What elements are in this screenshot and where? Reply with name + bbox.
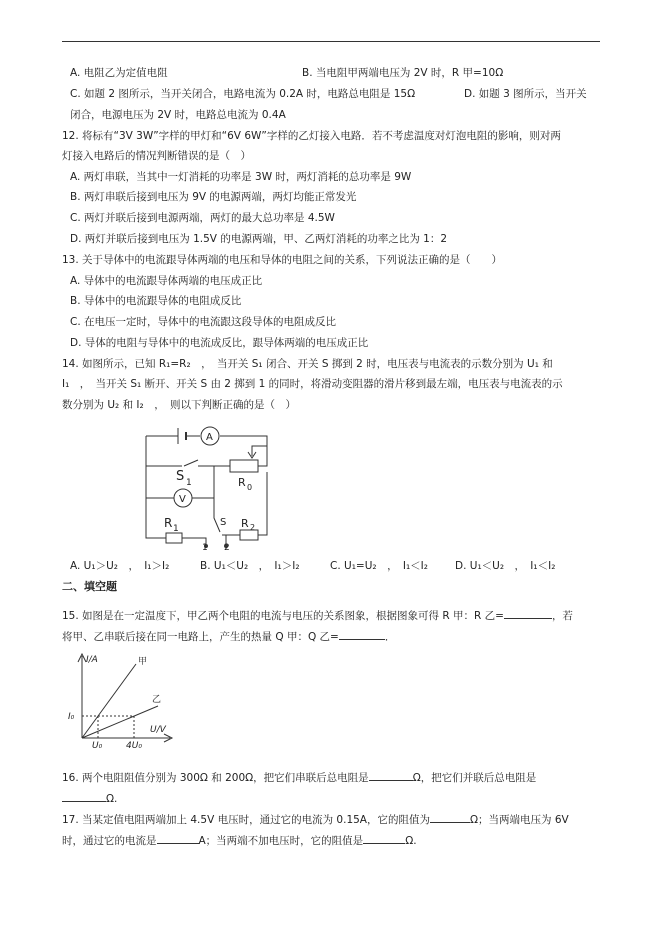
q11-option-b: B. 当电阻甲两端电压为 2V 时，R 甲=10Ω (302, 67, 504, 79)
r2-label: R (241, 517, 249, 530)
u0-label: U₀ (92, 741, 103, 750)
resistor-r2 (240, 530, 258, 540)
i0-label: I₀ (68, 712, 75, 722)
r2-subscript: 2 (250, 523, 256, 532)
q14-option-d: D. U₁＜U₂ ， I₁＜I₂ (455, 560, 556, 572)
terminal-2-label: 2 (224, 543, 230, 552)
q14-stem-line1: 14. 如图所示，已知 R₁=R₂ ， 当开关 S₁ 闭合、开关 S 掷到 2 时，电压表与电流表的示数分别为 U₁ 和 (62, 358, 553, 370)
q15-blank-heat-ratio[interactable] (339, 630, 385, 640)
q17-line1: 17. 当某定值电阻两端加上 4.5V 电压时，通过它的电流为 0.15A，它的阻值为 Ω；当两端电压为 6V (62, 814, 569, 826)
q13-option-c: C. 在电压一定时，导体中的电流跟这段导体的电阻成反比 (70, 316, 337, 328)
s1-label: S (176, 469, 185, 484)
q17-blank-resistance[interactable] (430, 813, 470, 823)
4u0-label: 4U₀ (126, 741, 142, 750)
q12-option-a: A. 两灯串联，当其中一灯消耗的功率是 3W 时，两灯消耗的总功率是 9W (70, 171, 412, 183)
q12-option-d: D. 两灯并联后接到电压为 1.5V 的电源两端，甲、乙两灯消耗的功率之比为 1：2 (70, 233, 448, 245)
terminal-1-label: 1 (202, 543, 208, 552)
y-axis (78, 654, 86, 738)
q14-option-c: C. U₁=U₂ ， I₁＜I₂ (330, 560, 428, 572)
q16-blank-series[interactable] (369, 771, 413, 781)
q17-blank-no-voltage-resistance[interactable] (363, 834, 405, 844)
q11-option-d-line2: 闭合，电源电压为 2V 时，电路总电流为 0.4A (70, 109, 286, 121)
q11-option-d-line1: D. 如题 3 图所示，当开关 (464, 88, 587, 100)
header-rule (62, 41, 600, 42)
q12-option-b: B. 两灯串联后接到电压为 9V 的电源两端，两灯均能正常发光 (70, 191, 357, 203)
q17-blank-current[interactable] (157, 834, 199, 844)
q12-stem-line1: 12. 将标有“3V 3W”字样的甲灯和“6V 6W”字样的乙灯接入电路．若不考虑温度对灯泡电阻的影响，则对两 (62, 130, 561, 142)
x-axis-label: U/V (150, 725, 166, 735)
q12-stem-line2: 灯接入电路后的情况判断错误的是（ ） (62, 150, 251, 162)
yi-label: 乙 (152, 695, 162, 705)
jia-label: 甲 (138, 657, 148, 667)
r0-subscript: 0 (247, 483, 253, 492)
r1-label: R (164, 516, 173, 530)
q13-stem: 13. 关于导体中的电流跟导体两端的电压和导体的电阻之间的关系，下列说法正确的是（ ） (62, 254, 503, 266)
r1-subscript: 1 (173, 524, 179, 534)
q14-stem-line2: I₁ ， 当开关 S₁ 断开、开关 S 由 2 掷到 1 的同时，将滑动变阻器的滑片移到最左端，电压表与电流表的示 (62, 378, 563, 390)
rheostat-r0 (230, 460, 258, 472)
q11-option-c: C. 如题 2 图所示，当开关闭合，电路电流为 0.2A 时，电路总电阻是 15Ω (70, 88, 416, 100)
q16-blank-parallel[interactable] (62, 792, 106, 802)
q13-option-b: B. 导体中的电流跟导体的电阻成反比 (70, 295, 242, 307)
q16-line1: 16. 两个电阻阻值分别为 300Ω 和 200Ω，把它们串联后总电阻是 Ω，把它们并联后总电阻是 (62, 772, 537, 784)
voltmeter-label: V (179, 494, 186, 505)
s1-subscript: 1 (186, 478, 192, 488)
q14-option-b: B. U₁＜U₂ ， I₁＞I₂ (200, 560, 300, 572)
s-label: S (220, 517, 227, 528)
q15-blank-resistance-ratio[interactable] (504, 609, 552, 619)
q13-option-a: A. 导体中的电流跟导体两端的电压成正比 (70, 275, 263, 287)
ammeter-label: A (206, 432, 213, 443)
q17-line2: 时，通过它的电流是 A；当两端不加电压时，它的阻值是 Ω. (62, 835, 417, 847)
r0-label: R (238, 476, 246, 489)
q16-line2: Ω. (62, 792, 117, 806)
q11-option-a: A. 电阻乙为定值电阻 (70, 67, 168, 79)
q15-iv-graph (66, 650, 176, 750)
q14-circuit-diagram (140, 422, 300, 552)
y-axis-label: I/A (86, 655, 98, 665)
q14-option-a: A. U₁＞U₂ ， I₁＞I₂ (70, 560, 170, 572)
q15-line2: 将甲、乙串联后接在同一电路上，产生的热量 Q 甲：Q 乙= ． (62, 631, 396, 643)
section-heading-fill-blank: 二、填空题 (62, 580, 117, 593)
q15-line1: 15. 如图是在一定温度下，甲乙两个电阻的电流与电压的关系图象，根据图象可得 R 甲：R 乙= ，若 (62, 610, 573, 622)
q14-stem-line3: 数分别为 U₂ 和 I₂ ， 则以下判断正确的是（ ） (62, 399, 296, 411)
q13-option-d: D. 导体的电阻与导体中的电流成反比，跟导体两端的电压成正比 (70, 337, 369, 349)
q12-option-c: C. 两灯并联后接到电源两端，两灯的最大总功率是 4.5W (70, 212, 335, 224)
resistor-r1 (166, 533, 182, 543)
